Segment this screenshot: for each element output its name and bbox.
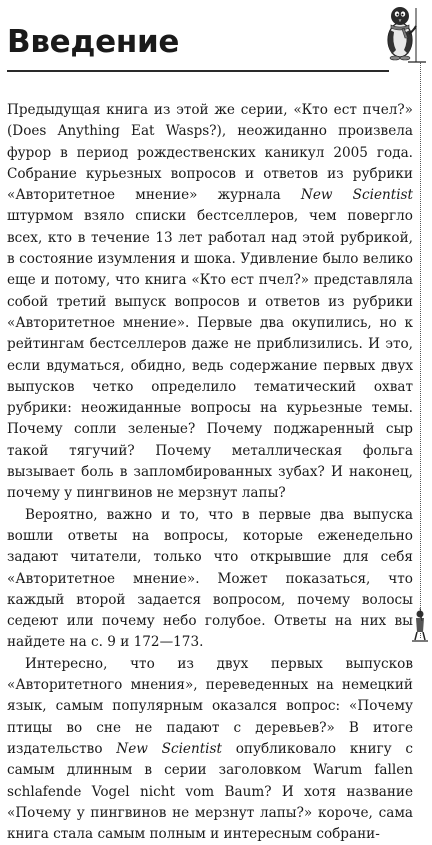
body-text (7, 100, 413, 845)
text-run: Интересно, что из двух первых выпусков «Авторитетного мнения», переведенных на немецкий язык, самым популярным оказался вопрос: «Почему птицы во сне не падают с деревьев?» В итоге издательство (7, 655, 413, 757)
text-run: штурмом взяло списки бестселлеров, чем повергло всех, кто в течение 13 лет работал над этой рубрикой, в состояние изумления и шока. Удивление было велико еще и потому, что книга «Кто ест пчел?» представляла собой третий выпуск вопросов и ответов из рубрики «Авторитетное мнение». Первые два окупились, но к рейтингам бестселлеров даже не приблизились. И это, если вдуматься, обидно, ведь содержание первых двух выпусков четко определило тематический охват рубрики: неожиданные вопросы на курьезные темы. Почему сопли зеленые? Почему поджаренный сыр такой тягучий? Почему металлическая фольга вызывает боль в запломбированных зубах? И наконец, почему у пингвинов не мерзнут лапы? (7, 208, 413, 502)
italic-run: New Scientist (300, 187, 413, 204)
ice-fishing-figure-icon (410, 608, 430, 644)
title-divider (7, 70, 389, 72)
text-run: Вероятно, важно и то, что в первые два выпуска вошли ответы на вопросы, которые еженедельно задают читатели, только что открывшие для себя «Авторитетное мнение». Может показаться, что каждый второй задается вопросом, почему волосы седеют или почему небо голубое. Ответы на них вы найдете на с. 9 и 172—173. (7, 506, 413, 651)
page-title: Введение (7, 24, 180, 60)
fishing-line-divider (420, 62, 421, 638)
text-run: Предыдущая книга из этой же серии, «Кто ест пчел?» (Does Anything Eat Wasps?), неожиданно произвела фурор в период рождественских каникул 2005 года. Собрание курьезных вопросов и ответов из рубрики «Авторитетное мнение» журнала (7, 102, 413, 204)
text-run: опубликовало книгу с самым длинным в серии заголовком Warum fallen schlafende Vogel nicht vom Baum? И хотя название «Почему у пингвинов не мерзнут лапы?» короче, сама книга стала самым полным и интересным собрани- (7, 740, 414, 843)
paragraph (7, 100, 413, 505)
italic-run: New Scientist (116, 740, 222, 757)
paragraph (7, 505, 413, 654)
penguin-icon (378, 0, 430, 66)
paragraph (7, 654, 413, 845)
